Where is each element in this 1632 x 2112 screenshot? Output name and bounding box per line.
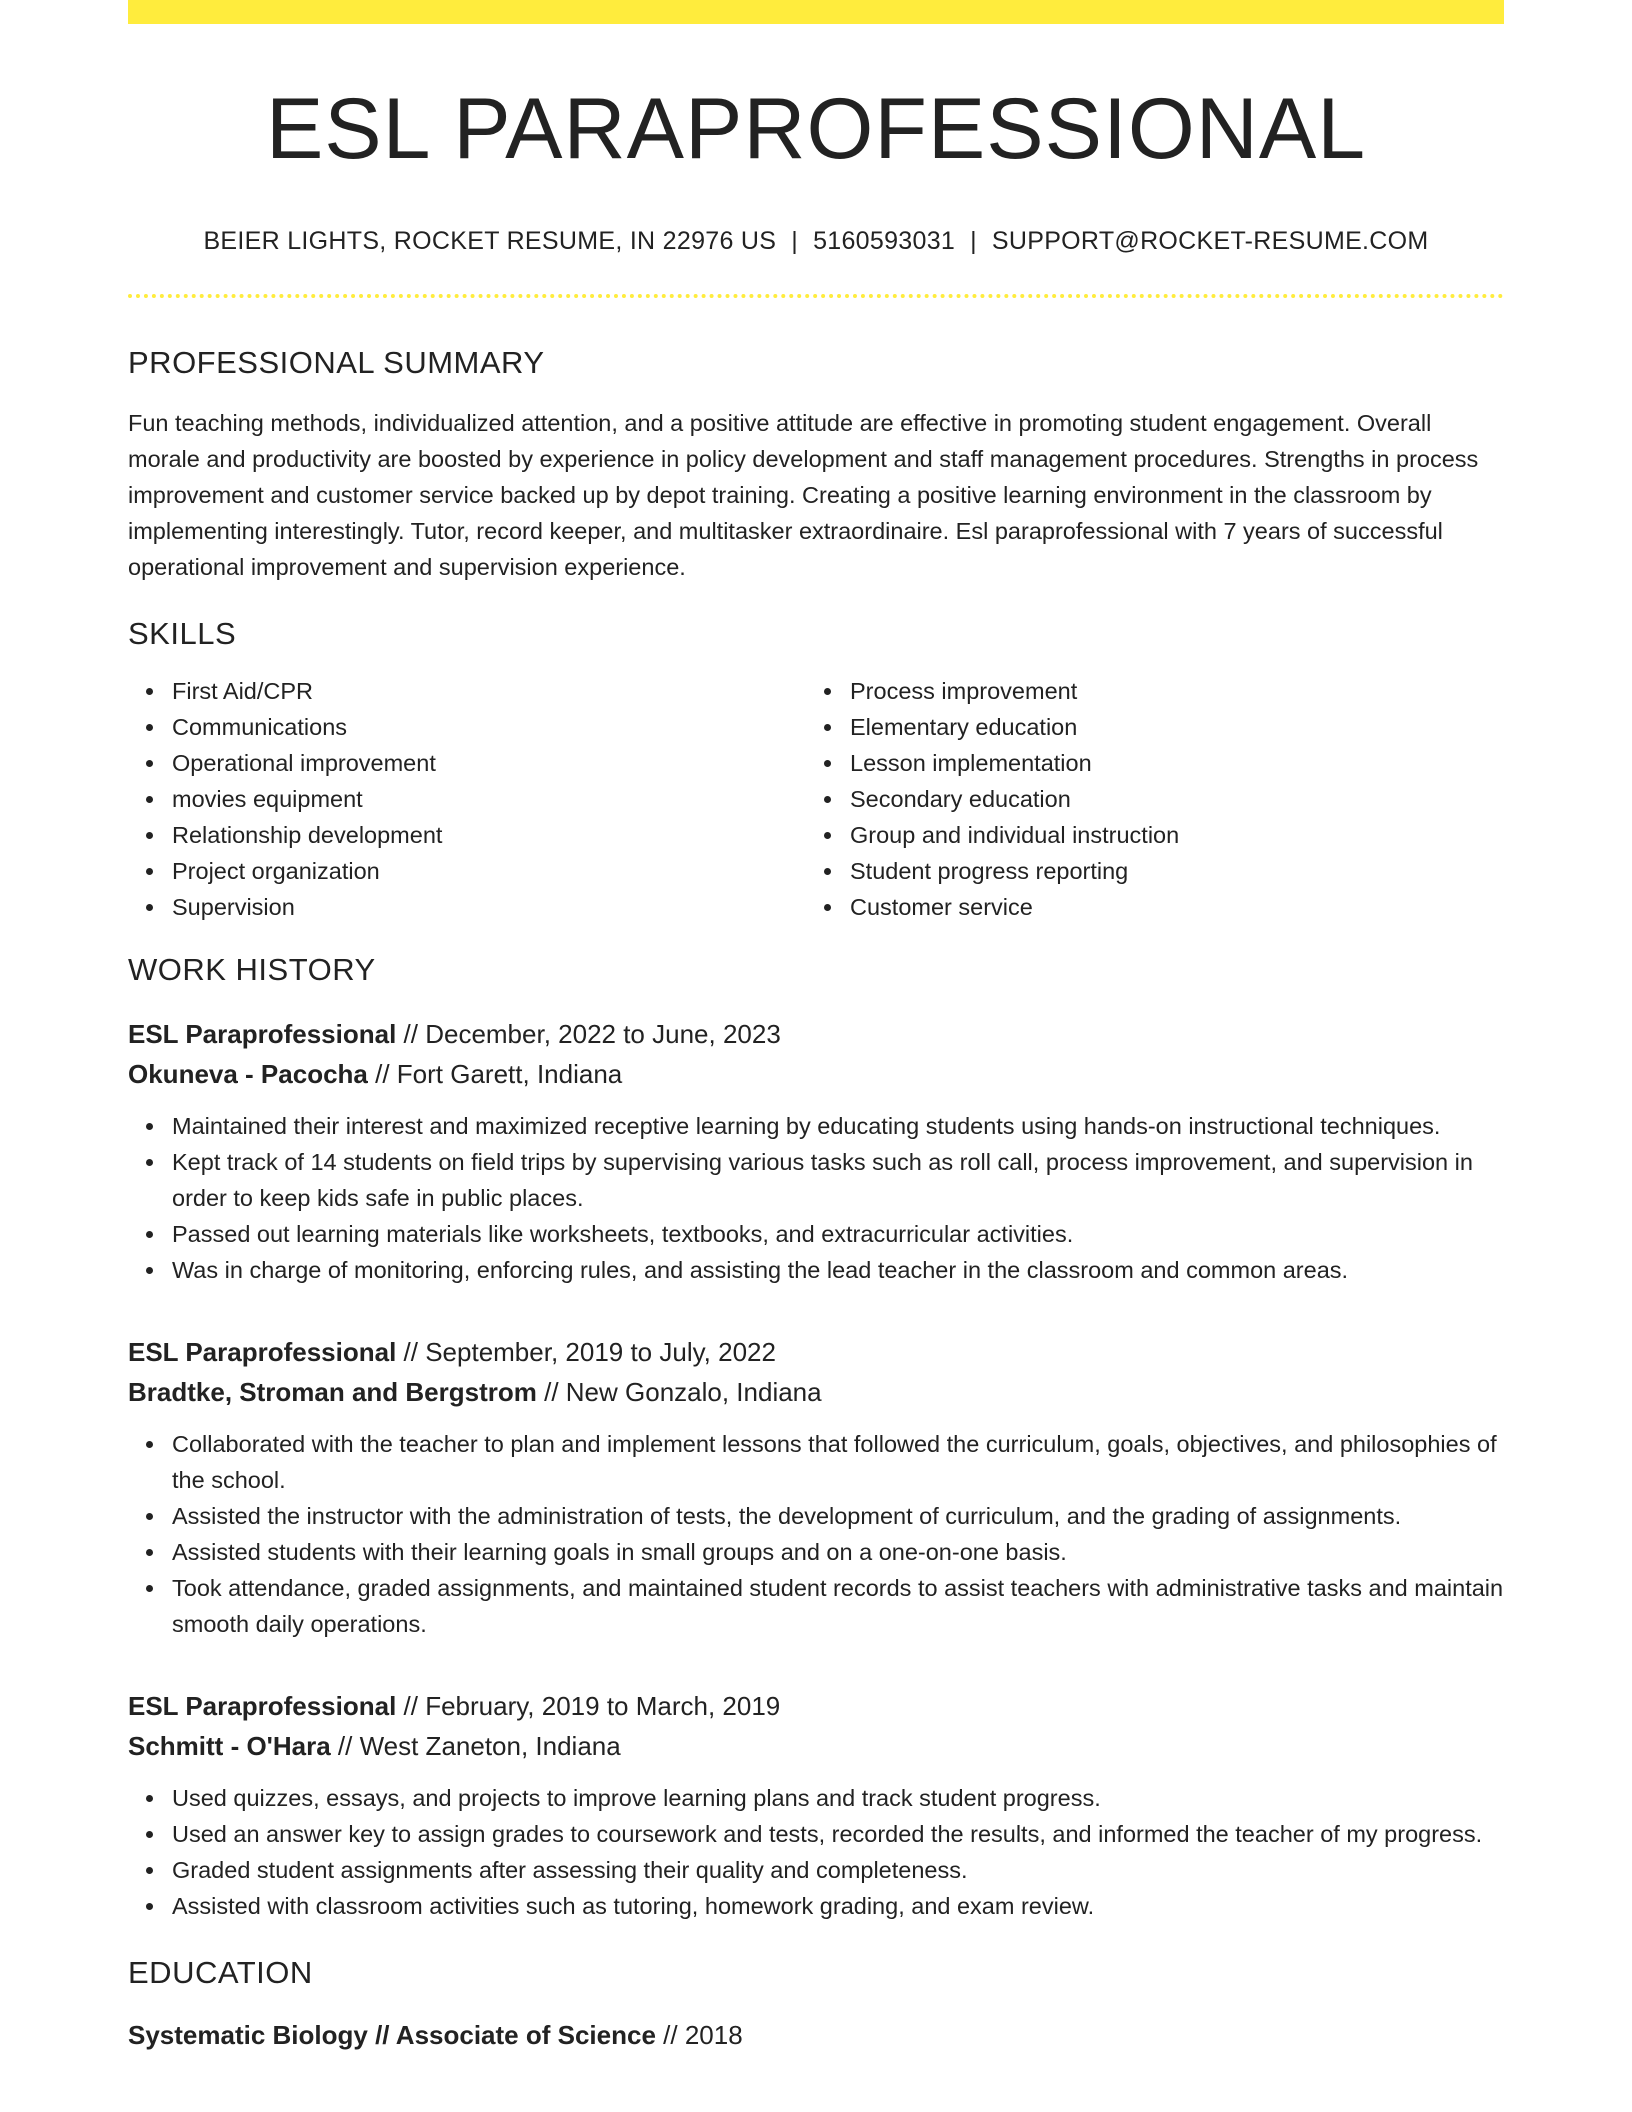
job-location: New Gonzalo, Indiana bbox=[565, 1376, 822, 1407]
job-divider: // bbox=[396, 1018, 426, 1049]
skill-item: Secondary education bbox=[850, 781, 1484, 817]
job-dates: February, 2019 to March, 2019 bbox=[425, 1690, 781, 1721]
job-role: ESL Paraprofessional bbox=[128, 1690, 397, 1721]
job-title-line bbox=[128, 1014, 1504, 1054]
job-employer-line bbox=[128, 1054, 1504, 1094]
job-divider: // bbox=[536, 1376, 566, 1407]
skill-item: Supervision bbox=[172, 889, 806, 925]
resume-page bbox=[128, 0, 1504, 2055]
job-duty: Took attendance, graded assignments, and maintained student records to assist teachers with administrative tasks and maintain smooth daily operations. bbox=[172, 1570, 1504, 1642]
education-field: Systematic Biology bbox=[128, 2020, 368, 2051]
skill-item: Operational improvement bbox=[172, 745, 806, 781]
education-heading: EDUCATION bbox=[128, 1954, 313, 1990]
skill-item: Project organization bbox=[172, 853, 806, 889]
job-duty: Graded student assignments after assessing their quality and completeness. bbox=[172, 1852, 1504, 1888]
job-duty: Maintained their interest and maximized receptive learning by educating students using hands-on instructional techniques. bbox=[172, 1108, 1504, 1144]
education-degree: Associate of Science bbox=[395, 2020, 656, 2051]
job-duties bbox=[128, 1426, 1504, 1642]
skill-item: Student progress reporting bbox=[850, 853, 1484, 889]
job-duty: Kept track of 14 students on field trips by supervising various tasks such as roll call, process improvement, and supervision in order to keep kids safe in public places. bbox=[172, 1144, 1504, 1216]
contact-line bbox=[128, 226, 1504, 256]
job-duty: Used quizzes, essays, and projects to improve learning plans and track student progress. bbox=[172, 1780, 1504, 1816]
skill-item: Elementary education bbox=[850, 709, 1484, 745]
skills-column-right bbox=[806, 673, 1484, 925]
job-duties bbox=[128, 1108, 1504, 1288]
skills-column-left bbox=[128, 673, 806, 925]
job-duty: Collaborated with the teacher to plan and implement lessons that followed the curriculum, goals, objectives, and philosophies of the school. bbox=[172, 1426, 1504, 1498]
job-duty: Assisted the instructor with the administration of tests, the development of curriculum, and the grading of assignments. bbox=[172, 1498, 1504, 1534]
skills-list bbox=[128, 673, 1504, 925]
job-employer-line bbox=[128, 1372, 1504, 1412]
job-duty: Was in charge of monitoring, enforcing rules, and assisting the lead teacher in the classroom and common areas. bbox=[172, 1252, 1504, 1288]
contact-phone: 5160593031 bbox=[813, 227, 956, 256]
skill-item: First Aid/CPR bbox=[172, 673, 806, 709]
job-divider: // bbox=[396, 1690, 426, 1721]
education-entry bbox=[128, 2015, 1504, 2055]
skill-item: Relationship development bbox=[172, 817, 806, 853]
job-location: West Zaneton, Indiana bbox=[359, 1730, 621, 1761]
job-employer: Schmitt - O'Hara bbox=[128, 1730, 331, 1761]
skill-item: Group and individual instruction bbox=[850, 817, 1484, 853]
summary-heading: PROFESSIONAL SUMMARY bbox=[128, 345, 545, 381]
skill-item: Lesson implementation bbox=[850, 745, 1484, 781]
job-location: Fort Garett, Indiana bbox=[396, 1058, 623, 1089]
job-divider: // bbox=[367, 1058, 397, 1089]
contact-address: BEIER LIGHTS, ROCKET RESUME, IN 22976 US bbox=[203, 227, 777, 256]
contact-separator: | bbox=[791, 227, 799, 256]
job-employer: Bradtke, Stroman and Bergstrom bbox=[128, 1376, 537, 1407]
job-title-line bbox=[128, 1686, 1504, 1726]
job-duties bbox=[128, 1780, 1504, 1924]
job-divider: // bbox=[396, 1336, 426, 1367]
job-duty: Assisted students with their learning goals in small groups and on a one-on-one basis. bbox=[172, 1534, 1504, 1570]
skills-heading: SKILLS bbox=[128, 616, 237, 652]
skill-item: Communications bbox=[172, 709, 806, 745]
job-dates: September, 2019 to July, 2022 bbox=[425, 1336, 776, 1367]
education-year: 2018 bbox=[684, 2020, 743, 2051]
dotted-divider bbox=[128, 294, 1504, 298]
education-divider: // bbox=[655, 2020, 685, 2051]
job-employer: Okuneva - Pacocha bbox=[128, 1058, 368, 1089]
job-role: ESL Paraprofessional bbox=[128, 1336, 397, 1367]
candidate-name: ESL PARAPROFESSIONAL bbox=[265, 81, 1367, 177]
job-divider: // bbox=[330, 1730, 360, 1761]
job-duty: Used an answer key to assign grades to coursework and tests, recorded the results, and informed the teacher of my progress. bbox=[172, 1816, 1504, 1852]
job-entry bbox=[128, 1332, 1504, 1642]
job-entry bbox=[128, 1014, 1504, 1288]
contact-separator: | bbox=[970, 227, 977, 256]
job-entry bbox=[128, 1686, 1504, 1924]
education-divider: // bbox=[367, 2020, 396, 2051]
job-role: ESL Paraprofessional bbox=[128, 1018, 397, 1049]
job-duty: Assisted with classroom activities such as tutoring, homework grading, and exam review. bbox=[172, 1888, 1504, 1924]
skill-item: Process improvement bbox=[850, 673, 1484, 709]
accent-bar bbox=[128, 0, 1504, 24]
skill-item: movies equipment bbox=[172, 781, 806, 817]
job-title-line bbox=[128, 1332, 1504, 1372]
job-employer-line bbox=[128, 1726, 1504, 1766]
job-dates: December, 2022 to June, 2023 bbox=[425, 1018, 781, 1049]
summary-text: Fun teaching methods, individualized attention, and a positive attitude are effective in promoting student engagement. Overall morale and productivity are boosted by experience in policy development and staff management procedures. Strengths in process improvement and customer service backed up by depot training. Creating a positive learning environment in the classroom by implementing interestingly. Tutor, record keeper, and multitasker extraordinaire. Esl paraprofessional with 7 years of successful operational improvement and supervision experience. bbox=[128, 410, 1479, 581]
job-duty: Passed out learning materials like worksheets, textbooks, and extracurricular activities. bbox=[172, 1216, 1504, 1252]
contact-email: SUPPORT@ROCKET-RESUME.COM bbox=[991, 227, 1429, 256]
skill-item: Customer service bbox=[850, 889, 1484, 925]
work-history-heading: WORK HISTORY bbox=[128, 951, 376, 987]
